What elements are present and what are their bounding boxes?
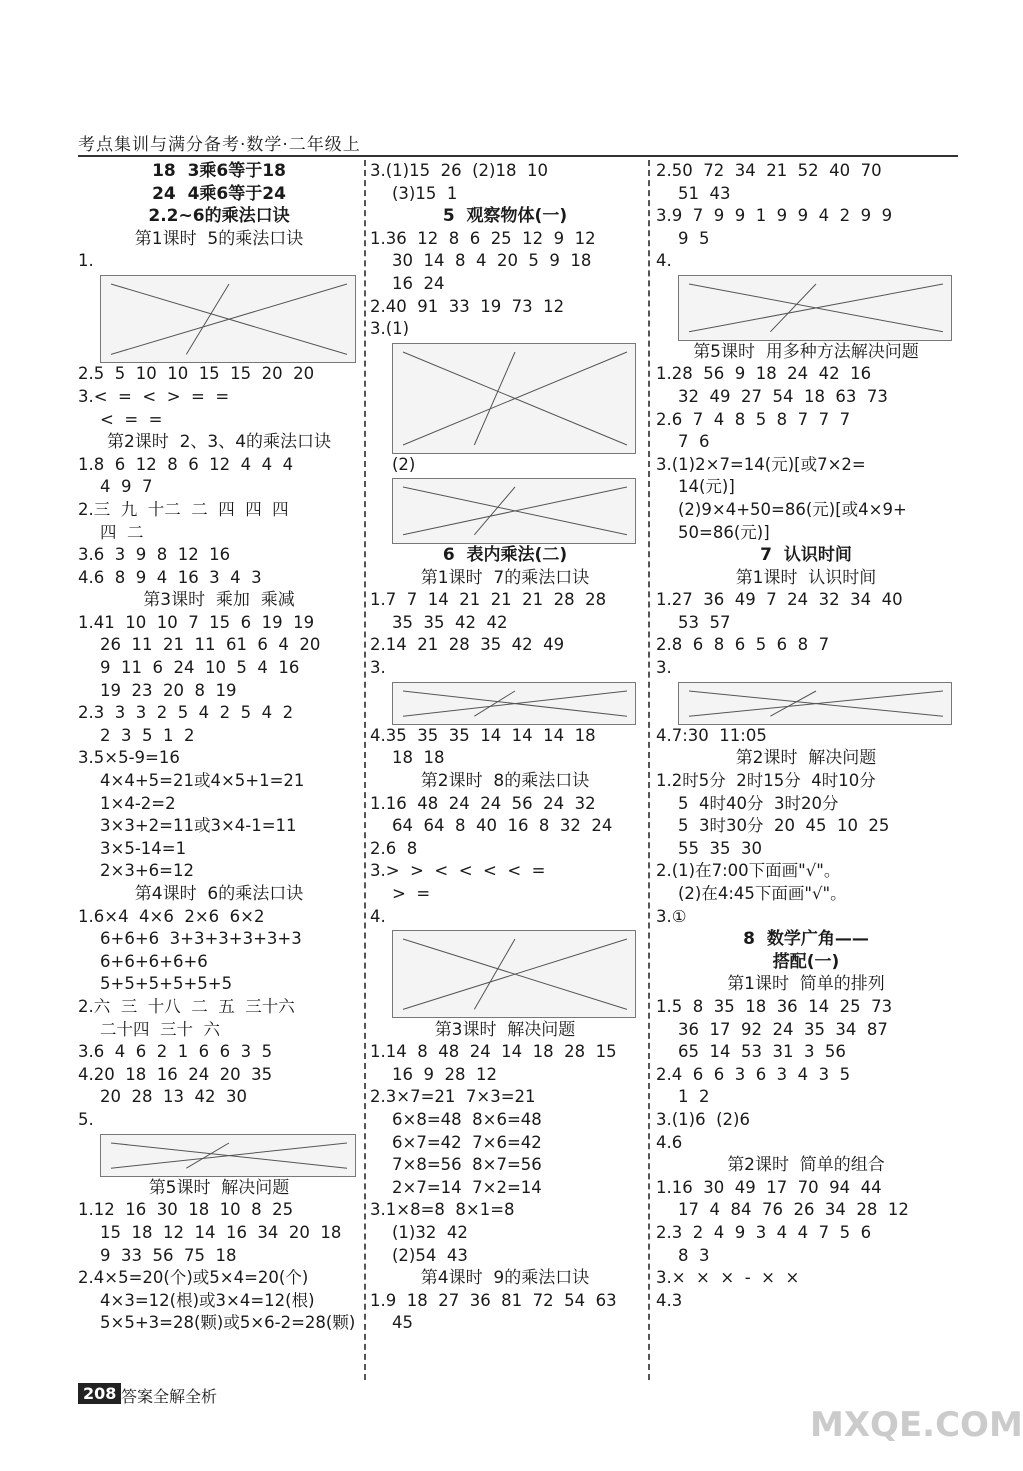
answer-line: 9 11 6 24 10 5 4 16	[100, 658, 300, 678]
answer-line: 15 18 12 14 16 34 20 18	[100, 1222, 342, 1242]
page-header: 考点集训与满分备考·数学·二年级上	[78, 135, 361, 155]
answer-line: 1×4-2=2	[100, 793, 176, 813]
answer-line: (3)15 1	[392, 183, 458, 203]
unit-title: 2.2~6的乘法口诀	[148, 206, 290, 227]
answer-line: 3.> > < < < < =	[370, 861, 546, 881]
answer-line: 4.	[656, 251, 672, 271]
answer-line: 3.6 3 9 8 12 16	[78, 545, 231, 565]
answer-line: 2.40 91 33 19 73 12	[370, 296, 565, 316]
answer-line: 4 9 7	[100, 477, 153, 497]
answer-line: < = =	[100, 409, 163, 429]
answer-line: 26 11 21 11 61 6 4 20	[100, 635, 321, 655]
answer-line: 32 49 27 54 18 63 73	[678, 386, 888, 406]
answer-line: 6×8=48 8×6=48	[392, 1109, 542, 1129]
answer-line: 7 6	[678, 432, 710, 452]
answer-line: 1.6×4 4×6 2×6 6×2	[78, 906, 265, 926]
answer-line: (2)在4:45下面画"√"。	[678, 884, 847, 903]
answer-line: 14(元)]	[678, 477, 735, 497]
answer-line: (2)9×4+50=86(元)[或4×9+	[678, 499, 907, 519]
answer-line: 4×3=12(根)或3×4=12(根)	[100, 1290, 315, 1310]
answer-line: 2.(1)在7:00下面画"√"。	[656, 861, 841, 881]
answer-line: 2.14 21 28 35 42 49	[370, 635, 565, 655]
answer-line: 20 28 13 42 30	[100, 1087, 247, 1107]
lesson-title: 第1课时 简单的排列	[727, 974, 885, 995]
answer-line: 3.× × × - × ×	[656, 1268, 800, 1288]
answer-line: 16 9 28 12	[392, 1064, 497, 1084]
unit-title: 5 观察物体(一)	[442, 206, 568, 227]
answer-line: 9 5	[678, 228, 710, 248]
answer-line: 3×5-14=1	[100, 838, 187, 858]
answer-line: 45	[392, 1313, 413, 1333]
lesson-title: 第2课时 解决问题	[735, 748, 877, 769]
answer-line: 1 2	[678, 1087, 710, 1107]
unit-title: 6 表内乘法(二)	[442, 545, 568, 566]
answer-line: (2)	[392, 454, 416, 474]
answer-line: 1.5 8 35 18 36 14 25 73	[656, 996, 893, 1016]
answer-line: 3.9 7 9 9 1 9 9 4 2 9 9	[656, 206, 893, 226]
answer-line: 四 二	[100, 522, 144, 542]
answer-line: 1.41 10 10 7 15 6 19 19	[78, 612, 315, 632]
answer-line: 1.36 12 8 6 25 12 9 12	[370, 228, 596, 248]
header-rule	[78, 155, 958, 157]
answer-line: 3.(1)15 26 (2)18 10	[370, 161, 548, 180]
answer-line: 6+6+6+6+6	[100, 951, 208, 971]
answer-line: (1)32 42	[392, 1222, 468, 1242]
answer-line: 1.	[78, 251, 94, 271]
answer-line: 3.6 4 6 2 1 6 6 3 5	[78, 1042, 273, 1062]
unit-title: 18 3乘6等于18	[152, 161, 286, 181]
answer-line: 2 3 5 1 2	[100, 725, 195, 745]
answer-line: 4.6	[656, 1132, 683, 1152]
answer-line: 65 14 53 31 3 56	[678, 1042, 846, 1062]
answer-line: 2×7=14 7×2=14	[392, 1177, 542, 1197]
answer-line: 4.35 35 35 14 14 14 18	[370, 725, 596, 745]
answer-line: 5 4时40分 3时20分	[678, 793, 839, 813]
answer-line: 51 43	[678, 183, 731, 203]
answer-line: 3.①	[656, 906, 687, 926]
answer-line: 8 3	[678, 1245, 710, 1265]
answer-line: 1.8 6 12 8 6 12 4 4 4	[78, 454, 294, 474]
unit-title: 搭配(一)	[772, 951, 840, 972]
answer-line: 5.	[78, 1109, 94, 1129]
matching-figure	[392, 930, 636, 1018]
answer-line: 18 18	[392, 748, 445, 768]
answer-line: 16 24	[392, 273, 445, 293]
column-separator	[648, 160, 650, 1380]
answer-line: 3×3+2=11或3×4-1=11	[100, 816, 297, 836]
page-number: 208	[78, 1383, 121, 1404]
lesson-title: 第5课时 解决问题	[148, 1177, 290, 1198]
answer-line: 1.27 36 49 7 24 32 34 40	[656, 590, 903, 610]
answer-line: 3.1×8=8 8×1=8	[370, 1200, 515, 1220]
answer-line: 2.六 三 十八 二 五 三十六	[78, 996, 295, 1016]
answer-line: 1.16 48 24 24 56 24 32	[370, 793, 596, 813]
answer-line: 4.20 18 16 24 20 35	[78, 1064, 273, 1084]
answer-line: 4×4+5=21或4×5+1=21	[100, 771, 305, 791]
matching-figure	[100, 275, 356, 363]
answer-line: 2.3 2 4 9 3 4 4 7 5 6	[656, 1222, 872, 1242]
answer-line: 7×8=56 8×7=56	[392, 1155, 542, 1175]
lesson-title: 第3课时 解决问题	[434, 1019, 576, 1040]
answer-line: 3.5×5-9=16	[78, 748, 180, 768]
lesson-title: 第2课时 简单的组合	[727, 1155, 885, 1176]
column-2	[370, 160, 640, 1335]
footer-title: 答案全解全析	[121, 1387, 218, 1406]
answer-line: 36 17 92 24 35 34 87	[678, 1019, 888, 1039]
lesson-title: 第4课时 9的乘法口诀	[420, 1268, 590, 1289]
lesson-title: 第3课时 乘加 乘减	[143, 590, 295, 611]
answer-line: 4.7:30 11:05	[656, 725, 767, 745]
answer-line: 1.16 30 49 17 70 94 44	[656, 1177, 882, 1197]
answer-line: 55 35 30	[678, 838, 762, 858]
answer-line: 6+6+6 3+3+3+3+3+3	[100, 929, 302, 949]
answer-line: 64 64 8 40 16 8 32 24	[392, 816, 613, 836]
answer-line: 50=86(元)]	[678, 522, 770, 542]
answer-line: > =	[392, 884, 431, 903]
answer-line: 4.6 8 9 4 16 3 4 3	[78, 567, 262, 587]
answer-line: 4.3	[656, 1290, 683, 1310]
answer-line: 53 57	[678, 612, 731, 632]
answer-line: 5 3时30分 20 45 10 25	[678, 816, 890, 836]
answer-line: 1.2时5分 2时15分 4时10分	[656, 771, 876, 791]
matching-figure	[100, 1134, 356, 1177]
answer-line: 1.12 16 30 18 10 8 25	[78, 1200, 294, 1220]
lesson-title: 第1课时 认识时间	[735, 567, 877, 588]
answer-line: 17 4 84 76 26 34 28 12	[678, 1200, 909, 1220]
matching-figure	[678, 682, 952, 725]
lesson-title: 第1课时 5的乘法口诀	[134, 228, 304, 249]
lesson-title: 第2课时 8的乘法口诀	[420, 771, 590, 792]
answer-line: 5×5+3=28(颗)或5×6-2=28(颗)	[100, 1313, 356, 1333]
answer-line: 3.	[370, 658, 386, 678]
answer-line: 2.三 九 十二 二 四 四 四	[78, 499, 289, 519]
answer-line: 1.7 7 14 21 21 21 28 28	[370, 590, 607, 610]
matching-figure	[392, 478, 636, 544]
column-1	[78, 160, 360, 1335]
lesson-title: 第2课时 2、3、4的乘法口诀	[106, 432, 332, 453]
answer-line: 2.3×7=21 7×3=21	[370, 1087, 536, 1107]
answer-line: (2)54 43	[392, 1245, 468, 1265]
answer-line: 19 23 20 8 19	[100, 680, 237, 700]
answer-line: 2.3 3 3 2 5 4 2 5 4 2	[78, 703, 294, 723]
answer-line: 2.50 72 34 21 52 40 70	[656, 161, 882, 180]
answer-line: 3.(1)6 (2)6	[656, 1109, 750, 1129]
answer-line: 1.14 8 48 24 14 18 28 15	[370, 1042, 617, 1062]
matching-figure	[678, 275, 952, 341]
answer-line: 2.6 7 4 8 5 8 7 7 7	[656, 409, 851, 429]
answer-line: 2.4 6 6 3 6 3 4 3 5	[656, 1064, 851, 1084]
column-3	[656, 160, 956, 1312]
answer-line: 4.	[370, 906, 386, 926]
unit-title: 24 4乘6等于24	[152, 183, 286, 204]
column-separator	[364, 160, 366, 1380]
answer-line: 3.(1)2×7=14(元)[或7×2=	[656, 454, 866, 474]
matching-figure	[392, 682, 636, 725]
answer-line: 3.< = < > = =	[78, 386, 230, 406]
unit-title: 8 数学广角——	[743, 929, 869, 950]
lesson-title: 第4课时 6的乘法口诀	[134, 884, 304, 904]
answer-line: 5+5+5+5+5+5	[100, 974, 233, 994]
lesson-title: 第1课时 7的乘法口诀	[420, 567, 590, 588]
answer-line: 二十四 三十 六	[100, 1019, 220, 1039]
answer-line: 3.	[656, 658, 672, 678]
answer-line: 9 33 56 75 18	[100, 1245, 237, 1265]
matching-figure	[392, 343, 636, 454]
answer-line: 2.4×5=20(个)或5×4=20(个)	[78, 1268, 309, 1288]
unit-title: 7 认识时间	[760, 545, 852, 566]
watermark-stamp: MXQE.COM	[810, 1405, 1023, 1445]
answer-line: 2×3+6=12	[100, 861, 194, 881]
lesson-title: 第5课时 用多种方法解决问题	[693, 341, 919, 362]
answer-line: 3.(1)	[370, 319, 410, 339]
answer-line: 1.28 56 9 18 24 42 16	[656, 364, 872, 384]
answer-line: 2.6 8	[370, 838, 418, 858]
answer-line: 2.8 6 8 6 5 6 8 7	[656, 635, 830, 655]
answer-line: 30 14 8 4 20 5 9 18	[392, 251, 592, 271]
answer-line: 35 35 42 42	[392, 612, 508, 632]
answer-line: 2.5 5 10 10 15 15 20 20	[78, 364, 315, 384]
answer-line: 1.9 18 27 36 81 72 54 63	[370, 1290, 617, 1310]
answer-line: 6×7=42 7×6=42	[392, 1132, 542, 1152]
